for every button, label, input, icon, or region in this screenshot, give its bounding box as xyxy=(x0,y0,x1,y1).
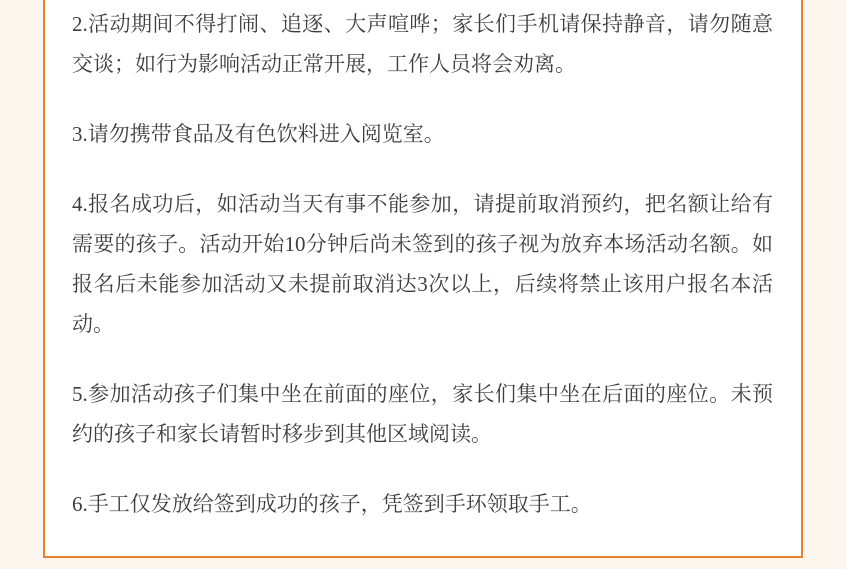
rule-item-6: 6.手工仅发放给签到成功的孩子，凭签到手环领取手工。 xyxy=(72,492,592,516)
rule-item-5: 5.参加活动孩子们集中坐在前面的座位，家长们集中坐在后面的座位。未预约的孩子和家长请暂时移步到其他区域阅读。 xyxy=(72,382,773,446)
rule-item-3: 3.请勿携带食品及有色饮料进入阅览室。 xyxy=(72,122,445,146)
activity-rules-panel xyxy=(43,0,803,558)
rule-item-2: 2.活动期间不得打闹、追逐、大声喧哗；家长们手机请保持静音，请勿随意交谈；如行为影响活动正常开展，工作人员将会劝离。 xyxy=(72,12,773,76)
rule-item-4: 4.报名成功后，如活动当天有事不能参加，请提前取消预约，把名额让给有需要的孩子。活动开始10分钟后尚未签到的孩子视为放弃本场活动名额。如报名后未能参加活动又未提前取消达3次以上，后续将禁止该用户报名本活动。 xyxy=(72,192,773,336)
